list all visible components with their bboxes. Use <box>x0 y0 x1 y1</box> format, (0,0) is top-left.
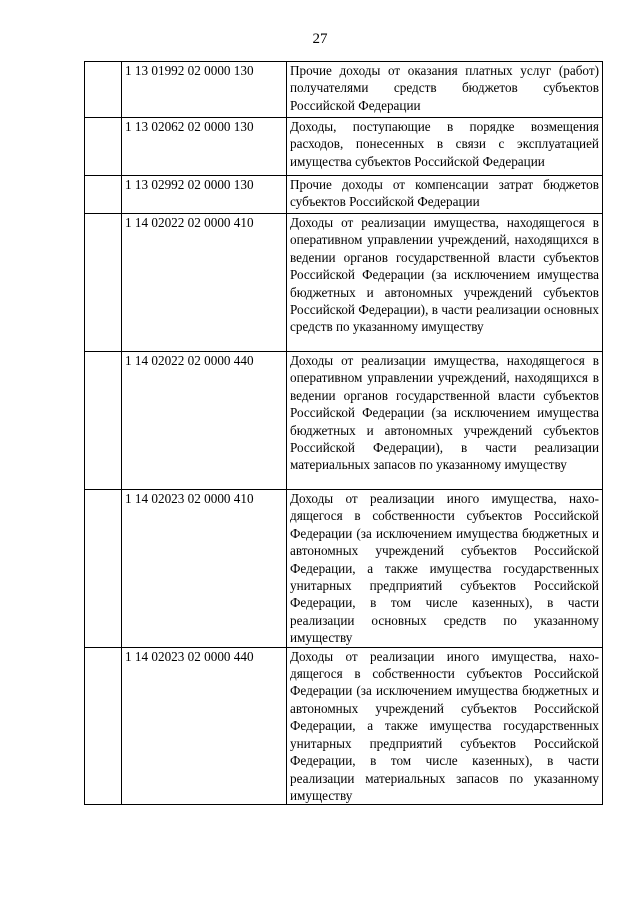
empty-cell <box>85 352 122 490</box>
table-row <box>85 176 603 214</box>
empty-cell <box>85 214 122 352</box>
revenue-description: Доходы от реализации имущества, находящегося в оперативном управлении учреждений, находящихся в ведении органов государственной власти субъектов Российской Федерации (за исключением имущества бюджетных и автономных учреждений субъектов Российской Федерации), в части реализации материальных запасов по указанному имуществу <box>287 352 603 490</box>
table-row <box>85 62 603 118</box>
revenue-code: 1 13 02992 02 0000 130 <box>122 176 287 214</box>
empty-cell <box>85 62 122 118</box>
revenue-code: 1 13 01992 02 0000 130 <box>122 62 287 118</box>
revenue-description: Доходы от реализации иного имущества, находящегося в собственности субъектов Российской Федерации (за исключением имущества бюджетных и автономных учреждений субъектов Российской Федерации, а также имущества государственных унитарных предприятий субъектов Российской Федерации, в том числе казенных), в части реализации материальных запасов по указанному имуществу <box>287 647 603 805</box>
table-row <box>85 352 603 490</box>
revenue-description: Доходы от реализации иного имущества, находящегося в собственности субъектов Российской Федерации (за исключением имущества бюджетных и автономных учреждений субъектов Российской Федерации, а также имущества государственных унитарных предприятий субъектов Российской Федерации, в том числе казенных), в части реализации основных средств по указанному имуществу <box>287 490 603 648</box>
revenue-description: Доходы, поступающие в порядке возмещения расходов, понесенных в связи с эксплуатацией имущества субъектов Российской Федерации <box>287 118 603 176</box>
revenue-description: Прочие доходы от компенсации затрат бюджетов субъектов Российской Федерации <box>287 176 603 214</box>
table-row <box>85 647 603 805</box>
empty-cell <box>85 490 122 648</box>
empty-cell <box>85 647 122 805</box>
empty-cell <box>85 176 122 214</box>
revenue-description: Прочие доходы от оказания платных услуг (работ) получателями средств бюджетов субъектов Российской Федерации <box>287 62 603 118</box>
revenue-code: 1 14 02023 02 0000 440 <box>122 647 287 805</box>
table-row <box>85 118 603 176</box>
revenue-code: 1 14 02022 02 0000 440 <box>122 352 287 490</box>
table-row <box>85 214 603 352</box>
empty-cell <box>85 118 122 176</box>
revenue-code: 1 14 02022 02 0000 410 <box>122 214 287 352</box>
page-number: 27 <box>312 31 328 47</box>
revenue-description: Доходы от реализации имущества, находящегося в оперативном управлении учреждений, находящихся в ведении органов государственной власти субъектов Российской Федерации (за исключением имущества бюджетных и автономных учреждений субъектов Российской Федерации), в части реализации основных средств по указанному имуществу <box>287 214 603 352</box>
table-row <box>85 490 603 648</box>
revenue-code: 1 13 02062 02 0000 130 <box>122 118 287 176</box>
revenue-codes-table <box>84 61 603 805</box>
revenue-code: 1 14 02023 02 0000 410 <box>122 490 287 648</box>
